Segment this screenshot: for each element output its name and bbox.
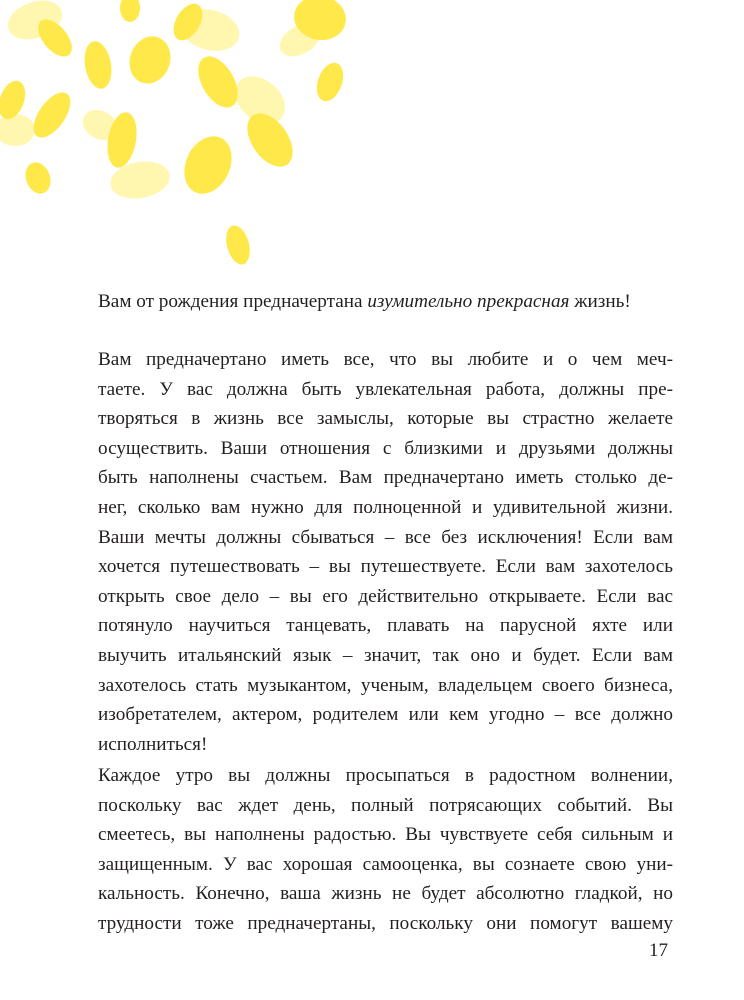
paragraph-2-line: кальность. Конечно, ваша жизнь не будет абсолютно гладкой, но: [98, 883, 673, 905]
intro-line: [98, 287, 673, 317]
paragraph-1-line: изобретателем, актером, родителем или кем угодно – все должно: [98, 704, 673, 726]
paragraph-1-line: творяться в жизнь все замыслы, которые вы страстно желаете: [98, 408, 673, 430]
intro-emphasis: изумительно прекрасная: [367, 291, 570, 312]
paragraph-2-line: Каждое утро вы должны просыпаться в радостном волнении,: [98, 765, 673, 786]
intro-text-before: Вам от рождения предначертана: [98, 291, 368, 312]
paragraph-1-line: Вам предначертано иметь все, что вы любите и о чем меч-: [98, 349, 673, 370]
paragraph-1-line: осуществить. Ваши отношения с близкими и друзьями должны: [98, 437, 673, 459]
paragraph-1-line: хочется путешествовать – вы путешествуете. Если вам захотелось: [98, 556, 673, 578]
paragraph-2-line: поскольку вас ждет день, полный потрясающих событий. Вы: [98, 794, 673, 816]
paragraph-2-line: трудности тоже предначертаны, поскольку они помогут вашему: [98, 912, 673, 934]
paragraph-2-line: защищенным. У вас хорошая самооценка, вы сознаете свою уни-: [98, 853, 673, 875]
paragraph-1: [98, 345, 673, 759]
page-number: 17: [649, 940, 668, 961]
paragraph-1-line: нег, сколько вам нужно для полноценной и удивительной жизни.: [98, 496, 673, 518]
paragraph-1-line: быть наполнены счастьем. Вам предначертано иметь столько де-: [98, 467, 673, 489]
yellow-petals-decoration: [0, 0, 380, 270]
paragraph-2: [98, 761, 673, 939]
intro-text-after: жизнь!: [569, 291, 631, 312]
intro-sentence: [98, 287, 673, 317]
paragraph-1-line: Ваши мечты должны сбываться – все без исключения! Если вам: [98, 526, 673, 548]
paragraph-1-line: исполниться!: [98, 733, 208, 755]
paragraph-1-line: потянуло научиться танцевать, плавать на парусной яхте или: [98, 615, 673, 637]
paragraph-1-line: захотелось стать музыкантом, ученым, владельцем своего бизнеса,: [98, 674, 673, 696]
paragraph-2-line: смеетесь, вы наполнены радостью. Вы чувствуете себя сильным и: [98, 824, 673, 846]
paragraph-1-line: выучить итальянский язык – значит, так оно и будет. Если вам: [98, 644, 673, 666]
paragraph-1-line: открыть свое дело – вы его действительно открываете. Если вас: [98, 585, 673, 607]
paragraph-1-line: таете. У вас должна быть увлекательная работа, должны пре-: [98, 378, 673, 400]
